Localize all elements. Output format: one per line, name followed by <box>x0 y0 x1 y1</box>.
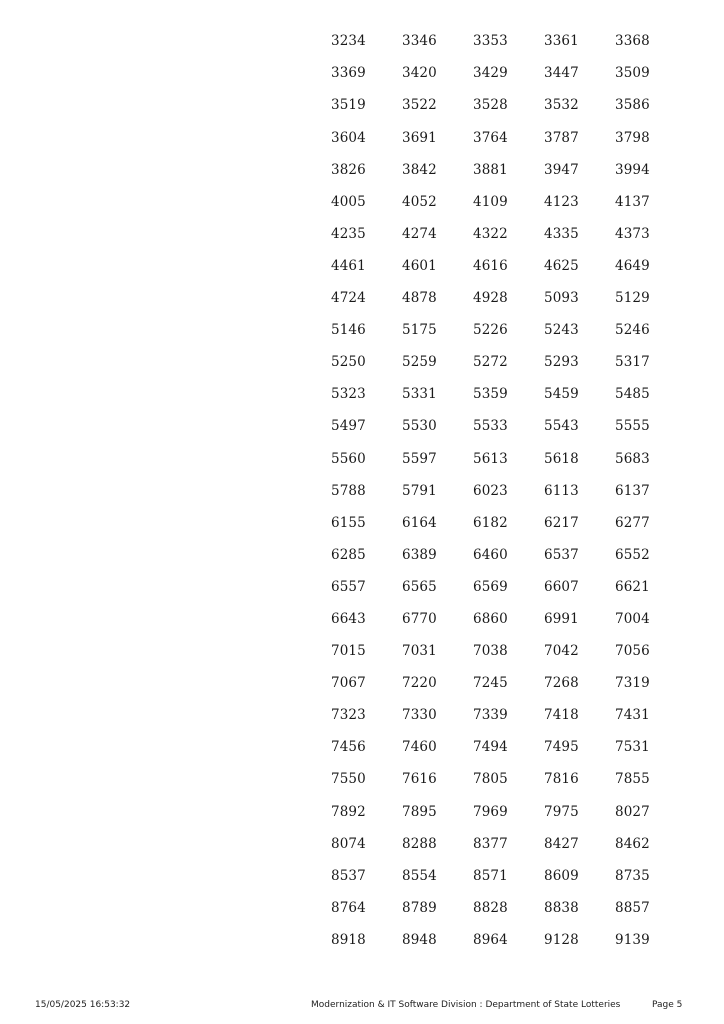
number-cell: 4649 <box>615 257 650 274</box>
number-row <box>331 122 661 154</box>
number-cell: 7531 <box>615 739 650 756</box>
number-row <box>331 90 661 122</box>
number-cell: 5175 <box>402 322 437 339</box>
number-row <box>331 796 661 828</box>
number-cell: 7460 <box>402 739 437 756</box>
number-cell: 3764 <box>473 129 508 146</box>
number-cell: 4137 <box>615 193 650 210</box>
number-row <box>331 732 661 764</box>
number-row <box>331 636 661 668</box>
number-row <box>331 219 661 251</box>
number-cell: 3798 <box>615 129 650 146</box>
number-row <box>331 572 661 604</box>
number-cell: 3509 <box>615 65 650 82</box>
number-cell: 7042 <box>544 643 579 660</box>
number-cell: 4322 <box>473 225 508 242</box>
number-cell: 3947 <box>544 161 579 178</box>
number-cell: 7031 <box>402 643 437 660</box>
footer-timestamp: 15/05/2025 16:53:32 <box>35 1000 131 1010</box>
number-cell: 6285 <box>331 546 366 563</box>
number-cell: 7418 <box>544 707 579 724</box>
number-cell: 6164 <box>402 514 437 531</box>
number-cell: 5533 <box>473 418 508 435</box>
number-cell: 3528 <box>473 97 508 114</box>
number-cell: 5093 <box>544 290 579 307</box>
number-cell: 8027 <box>615 803 650 820</box>
number-cell: 8462 <box>615 835 650 852</box>
number-cell: 5246 <box>615 322 650 339</box>
number-cell: 3691 <box>402 129 437 146</box>
number-cell: 4928 <box>473 290 508 307</box>
number-row <box>331 828 661 860</box>
number-cell: 7056 <box>615 643 650 660</box>
number-cell: 4235 <box>331 225 366 242</box>
number-cell: 6565 <box>402 578 437 595</box>
number-cell: 5243 <box>544 322 579 339</box>
number-cell: 8427 <box>544 835 579 852</box>
number-cell: 4616 <box>473 257 508 274</box>
number-row <box>331 58 661 90</box>
number-cell: 3420 <box>402 65 437 82</box>
number-cell: 5530 <box>402 418 437 435</box>
number-cell: 5129 <box>615 290 650 307</box>
number-row <box>331 443 661 475</box>
number-cell: 7220 <box>402 675 437 692</box>
number-cell: 3522 <box>402 97 437 114</box>
number-cell: 8571 <box>473 867 508 884</box>
number-cell: 5613 <box>473 450 508 467</box>
number-row <box>331 668 661 700</box>
number-cell: 6621 <box>615 578 650 595</box>
number-cell: 7616 <box>402 771 437 788</box>
number-row <box>331 764 661 796</box>
number-cell: 8838 <box>544 899 579 916</box>
number-cell: 5272 <box>473 354 508 371</box>
number-cell: 6155 <box>331 514 366 531</box>
number-cell: 7319 <box>615 675 650 692</box>
number-cell: 3532 <box>544 97 579 114</box>
number-cell: 7431 <box>615 707 650 724</box>
number-row <box>331 283 661 315</box>
number-cell: 4109 <box>473 193 508 210</box>
number-cell: 7323 <box>331 707 366 724</box>
number-cell: 8288 <box>402 835 437 852</box>
number-cell: 8537 <box>331 867 366 884</box>
number-cell: 3429 <box>473 65 508 82</box>
number-cell: 5323 <box>331 386 366 403</box>
number-cell: 7015 <box>331 643 366 660</box>
number-cell: 7969 <box>473 803 508 820</box>
number-cell: 8609 <box>544 867 579 884</box>
number-cell: 5250 <box>331 354 366 371</box>
number-cell: 7268 <box>544 675 579 692</box>
footer-organization: Modernization & IT Software Division : Department of State Lotteries <box>311 1000 621 1010</box>
number-row <box>331 26 661 58</box>
number-cell: 7038 <box>473 643 508 660</box>
number-row <box>331 700 661 732</box>
number-cell: 3519 <box>331 97 366 114</box>
number-cell: 8918 <box>331 931 366 948</box>
number-cell: 5543 <box>544 418 579 435</box>
number-cell: 7805 <box>473 771 508 788</box>
number-cell: 3369 <box>331 65 366 82</box>
number-cell: 3881 <box>473 161 508 178</box>
number-cell: 6607 <box>544 578 579 595</box>
number-cell: 3368 <box>615 33 650 50</box>
number-cell: 6182 <box>473 514 508 531</box>
number-cell: 7895 <box>402 803 437 820</box>
number-cell: 8948 <box>402 931 437 948</box>
number-cell: 7339 <box>473 707 508 724</box>
number-cell: 6569 <box>473 578 508 595</box>
number-cell: 7245 <box>473 675 508 692</box>
number-row <box>331 860 661 892</box>
number-cell: 4373 <box>615 225 650 242</box>
number-cell: 6389 <box>402 546 437 563</box>
number-cell: 5788 <box>331 482 366 499</box>
number-cell: 8554 <box>402 867 437 884</box>
number-cell: 7855 <box>615 771 650 788</box>
number-cell: 7456 <box>331 739 366 756</box>
number-cell: 7816 <box>544 771 579 788</box>
number-cell: 4005 <box>331 193 366 210</box>
number-cell: 6460 <box>473 546 508 563</box>
number-cell: 6552 <box>615 546 650 563</box>
number-cell: 5331 <box>402 386 437 403</box>
number-cell: 7067 <box>331 675 366 692</box>
number-cell: 5359 <box>473 386 508 403</box>
number-cell: 6991 <box>544 610 579 627</box>
number-cell: 8789 <box>402 899 437 916</box>
number-row <box>331 251 661 283</box>
number-cell: 5146 <box>331 322 366 339</box>
number-row <box>331 507 661 539</box>
number-cell: 7975 <box>544 803 579 820</box>
number-cell: 3346 <box>402 33 437 50</box>
number-cell: 7004 <box>615 610 650 627</box>
number-cell: 7330 <box>402 707 437 724</box>
number-cell: 4878 <box>402 290 437 307</box>
number-cell: 9139 <box>615 931 650 948</box>
number-cell: 8857 <box>615 899 650 916</box>
number-cell: 8764 <box>331 899 366 916</box>
number-cell: 7550 <box>331 771 366 788</box>
number-cell: 5497 <box>331 418 366 435</box>
number-cell: 7892 <box>331 803 366 820</box>
number-row <box>331 604 661 636</box>
page-footer <box>0 1000 724 1014</box>
footer-page-number: Page 5 <box>652 1000 683 1010</box>
number-cell: 6277 <box>615 514 650 531</box>
number-cell: 5555 <box>615 418 650 435</box>
number-cell: 8828 <box>473 899 508 916</box>
number-cell: 6770 <box>402 610 437 627</box>
number-row <box>331 475 661 507</box>
number-cell: 8377 <box>473 835 508 852</box>
number-cell: 5618 <box>544 450 579 467</box>
number-cell: 4335 <box>544 225 579 242</box>
number-cell: 4123 <box>544 193 579 210</box>
number-cell: 6137 <box>615 482 650 499</box>
number-cell: 4625 <box>544 257 579 274</box>
number-cell: 4274 <box>402 225 437 242</box>
number-cell: 8074 <box>331 835 366 852</box>
number-row <box>331 154 661 186</box>
number-cell: 3826 <box>331 161 366 178</box>
number-cell: 8964 <box>473 931 508 948</box>
number-cell: 3447 <box>544 65 579 82</box>
number-cell: 7495 <box>544 739 579 756</box>
number-cell: 6217 <box>544 514 579 531</box>
winning-numbers-grid <box>331 26 661 957</box>
number-cell: 5597 <box>402 450 437 467</box>
number-cell: 7494 <box>473 739 508 756</box>
number-cell: 5791 <box>402 482 437 499</box>
number-cell: 4601 <box>402 257 437 274</box>
number-cell: 5259 <box>402 354 437 371</box>
number-cell: 6113 <box>544 482 579 499</box>
number-row <box>331 347 661 379</box>
number-cell: 3361 <box>544 33 579 50</box>
number-cell: 9128 <box>544 931 579 948</box>
number-cell: 8735 <box>615 867 650 884</box>
number-cell: 6557 <box>331 578 366 595</box>
number-cell: 5226 <box>473 322 508 339</box>
number-row <box>331 186 661 218</box>
number-cell: 5683 <box>615 450 650 467</box>
number-cell: 3604 <box>331 129 366 146</box>
number-cell: 3842 <box>402 161 437 178</box>
number-cell: 5293 <box>544 354 579 371</box>
number-cell: 5459 <box>544 386 579 403</box>
number-row <box>331 540 661 572</box>
number-cell: 3994 <box>615 161 650 178</box>
number-cell: 3586 <box>615 97 650 114</box>
number-cell: 4461 <box>331 257 366 274</box>
number-cell: 3353 <box>473 33 508 50</box>
number-row <box>331 925 661 957</box>
number-cell: 4052 <box>402 193 437 210</box>
number-cell: 6023 <box>473 482 508 499</box>
number-cell: 3234 <box>331 33 366 50</box>
number-row <box>331 315 661 347</box>
number-cell: 6643 <box>331 610 366 627</box>
number-cell: 4724 <box>331 290 366 307</box>
number-cell: 5485 <box>615 386 650 403</box>
number-row <box>331 379 661 411</box>
number-cell: 5560 <box>331 450 366 467</box>
number-cell: 6860 <box>473 610 508 627</box>
number-cell: 5317 <box>615 354 650 371</box>
number-cell: 6537 <box>544 546 579 563</box>
number-row <box>331 411 661 443</box>
number-row <box>331 893 661 925</box>
number-cell: 3787 <box>544 129 579 146</box>
